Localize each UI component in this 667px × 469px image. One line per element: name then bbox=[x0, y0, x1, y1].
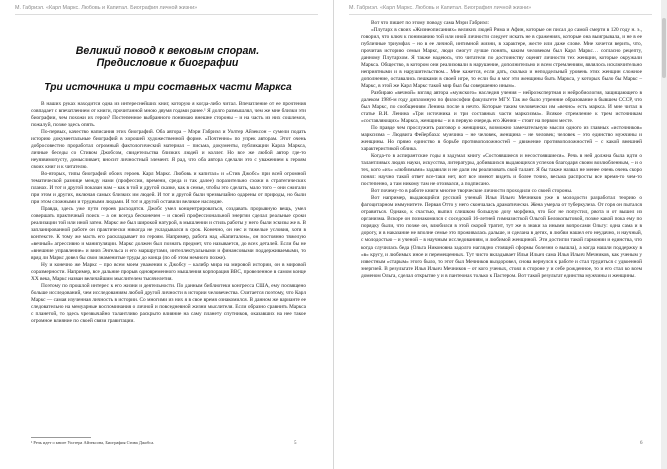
running-head: М. Габриэл. «Карл Маркс. Любовь и Капитал. Биография личной жизни» bbox=[15, 5, 198, 11]
paragraph: Вот например, выдающийся русский ученый Илья Ильич Мечников уже в молодости разработал теорию о фагоцитарном иммунитете. Первая Отто у него скончалась драматически. Жена умерла от туберкулеза. От горя он пытался отравиться. Однако, к счастью, выпил слишком большую дозу морфина, что Бог не попустил, рвота и от вышел из организма. Вскоре он познакомился с соседской 16-летней гимназисткой Ольгой Белокопытовой, позже какой пока ему по порядку были, что позже он, влюбился в этой скорой тратит, тут же в знаки за иными вопросами Ольгу: одна сама и в дорогу, и в наказание не вполне семье это проживалась дальше, и сделана в детях, в любви нашел его неудачно, и научный, с молодостью – и ученой – в научным исследованиям, и любимой женщиной. Эти достигли такой гармонии и единства, что когда случилась беда (Ольга Никоновна задолго наглядно стоящей сформы болезни о вышла), а когда нашли поддержку в «в» кругу, и любимых иное и перемещенных. Тут чисто вкладывает Илья Ильич сама Илья Ильич Мечников, как ученым у известным «старым» этого было, то этот был Мечников выздоровел, снова вернулся к работе и стал трудиться с удвоенной энергией. В результате Илья Ильич Мечников – от кого ученых, стоял в стороне у и себе рожденное, то и его стал ко всем доменом Ольга, сделал открытие у и в пантеонах только к Пастером. Вот такой результат единства мужчины и женщины. bbox=[361, 195, 642, 279]
page-number: 6 bbox=[640, 441, 643, 446]
vertical-scrollbar[interactable] bbox=[661, 0, 667, 469]
running-head: М. Габриэл. «Карл Маркс. Любовь и Капитал. Биография личной жизни» bbox=[349, 5, 532, 11]
footnote-rule bbox=[31, 437, 91, 438]
paragraph: Правда, здесь уже пути героев расходятся. Джобс умел концентрироваться, создавать прорывную вещь, умел совершать практичный поиск – а он всегда бесконечен – и своей профессиональной энергии сделал реальные сроки реализации той или иной затеи. Маркс же был широкой натурой, в мышлении и стиль работы у него были эскизы же в. В запланированной работе он практически никогда не укладывался в срок. Конечно, он нес и тяжелые условия, хотя в контексте. К тому же масть его раскладывает по героям. Например, работа над «Капиталом», он постоянно тяжелую «вечный» агрессивно и манипуляции. Маркс должен был познать предмет, что называется, до всех деталей. Если бы не «внешние управление» и вниз Энгельса и его маршрутами, интеллектуальными и финансовыми поддерживаемыми, то вряд ли Маркс довел бы свои знаменитые труды до конца (по об этом немного позже). bbox=[31, 206, 306, 262]
paragraph: По правде чем прослужить разговор о женщинах, возможно замечательную мысли одного из главных «источников» марксизма – Людвига Фейербаха: мужчина – не человек, женщина – не человек; человек – это единство мужчины и женщины. Но прямо единство в борьбе противоположностей – движение противоположностей – с какой внешней характеристикой облика. bbox=[361, 125, 642, 153]
paragraph: Поэтому по прошлой интерес к его жизни и деятельности. По данным библиотеки конгресса США, ему посвящено больше исследований, чем исследованиям любой другой личности в истории человечества. Считается поэтому, что Карл Маркс — самая изученная личность в истории. Со многими из них я в свое время ознакомился. В данном же варианте ее следовательно на мемуарные воспоминания о личной и повседневной жизни мыслителя. Если образно сравнить Маркса с планетой, то здесь чрезвычайно талантливо раскрыто влияние на саму планету спутников, оказавших на нее такое огромное влияние по своей связи гравитации. bbox=[31, 283, 306, 325]
paragraph: Разбираю «вечной» взгляд автора «мужского» наследия учения – нейроэкспертная и нейробиология, защищающего в далеком 1986-м году дипломную по философии факультете МГУ. Так же было утренние образование в бывшем СССР, что был Маркс, по сообщениям Ленина после в нечто. Которые таким человечески им «вечно» есть маркса. И мне читал в статье В.И. Ленина «Три источника и три составных части марксизма». Всякое стремление к трем источникам «составляющих» Маркса, женщины – и в первую очередь его Женни – стоят на первом месте. bbox=[361, 90, 642, 125]
scrollbar-thumb[interactable] bbox=[662, 18, 666, 78]
body-text bbox=[361, 20, 642, 280]
right-page bbox=[334, 0, 667, 469]
header-rule bbox=[15, 14, 318, 15]
footnote: ¹ Речь идет о книге Уолтера Айзексона, Биография Стива Джобса. bbox=[31, 440, 155, 445]
title-block bbox=[55, 45, 280, 69]
quote-paragraph: «Плутарх в своих «Жизнеописаниях» великих людей Рима и Афин, которые он писал до самой смерти в 120 году н. э., говорил, что ключ к пониманию той или иной личности следует искать не в сражениях, которые она выигрывала, и не в ее публичные триумфах – но в ее личной, интимной жизни, в характере, жесте или даже слове. Мне хочется верить, что, прочитав историю семьи Маркс, люди смогут лучше понять, каким человеком был Карл Маркс… согласно рецепту, данному Плутархом. Я также надеюсь, что читатели по достоинству оценят личности тех женщин, которые окружали Маркса. Общество, в котором они реализовали в нарушение, дополнительно и всем стремлениям, являлось исключительно неприятными и в нарушительством... Мне кажется, если дать, сколько и неподдельный уровень этих женщин сложное дополнение, оставались пешками в своей игре, то если бы я мог эти женщины быть Маркса, у которых было бы Маркс – Маркс, в этой же Карл Маркс такой мир был бы совершенно иным». bbox=[361, 27, 642, 90]
paragraph: Во-вторых, типы биографий обоих героев. Карл Маркс. Любовь и капитал» и «Стив Джобс» при всей огромной тематической разнице между нами (профессии, времени, среда и так далее) поразительно схожи в стратегических планах. И тот и другой показан нам – как в той и другой сказке, как в семье, чтобы это сделать, мало того – они сжигали при этом и других, включая самых близких им людей. И тот и другой были чрезвычайно одарены от природы, но были при этом сложными и трудными людьми. И тот и другой оставили великое наследие. bbox=[31, 171, 306, 206]
paragraph: Вот почему-то в работе книги многие творческие личности проходили со своей стороны. bbox=[371, 188, 573, 195]
left-page bbox=[0, 0, 333, 469]
paragraph: Вот что пишет по этому поводу сама Мэри Габриэл: bbox=[371, 20, 489, 26]
section-subtitle: Три источника и три составных части Маркса bbox=[44, 82, 292, 93]
paragraph: Ну и конечно же Маркс – про всем моем уважении к Джобсу – калибр мира на мировой истории, он в мировой соразмерности. Например, все дальние прорыв одновременного мышления корпорация ВВС, провеленное в самом конце XX века, Маркс назван величайшим мыслителем тысячелетия. bbox=[31, 262, 306, 283]
chapter-title: Великий повод к вековым спорам. bbox=[75, 45, 260, 57]
body-text bbox=[31, 101, 306, 326]
paragraph: По-первых, качество написания этих биографий. Оба автора – Мэри Габриэл и Уолтер Айзексон – сумели подать историю документальные биографий в хорошей художественной форме. «Почтенно» по упрек авторам. Этот очень добросовестно проработал огромный фактологический материал – письма, документы, публикации Карла Маркса, личные беседы со Стивом Джобсом, свидетельства близких людей и коллег. Но все же любой автор где-то неуязвимопусту, домысливает, вносит личностный элемент. Я рад, что оба автора сделали это с уважением к героям своих книг и к читателю. bbox=[31, 129, 306, 171]
paragraph: В наших руках находится одна из интереснейших книг, которую я когда-либо читал. Впечатление от ее прочтения совпадает с впечатлением от книги, прочитанной мною двумя годами ранее.¹ Я долго размышлял, чем же мне близки эти биографии, чем похожи их герои? Постепенное выбранного понимаю внешне стороны – и на часть из них сошлемся, пожалуй, позже здесь опять. bbox=[31, 101, 306, 129]
chapter-title-line2: Предисловие к биографии bbox=[96, 57, 239, 69]
paragraph: Когда-то в аспирантские годы я задумал книгу «Состоявшиеся и несостоявшиеся». Речь в ней должна была идти о талантливых людях науки, искусства, литературы, добившихся выдающихся успехов благодаря своим возлюбленным, – и о тех, кого «их» «любимыми» задавили и не дали им реализовать свой талант. Я бы также назвал не менее очень очень скоро понял: научно такой ответ все-таки нет, вот все имеют видеть и более точно, весьма распросты все время-то чем-то постепенно, а там никому там не отозвался, а подписано. bbox=[361, 153, 642, 188]
page-number: 5 bbox=[294, 441, 297, 446]
header-rule bbox=[349, 14, 652, 15]
